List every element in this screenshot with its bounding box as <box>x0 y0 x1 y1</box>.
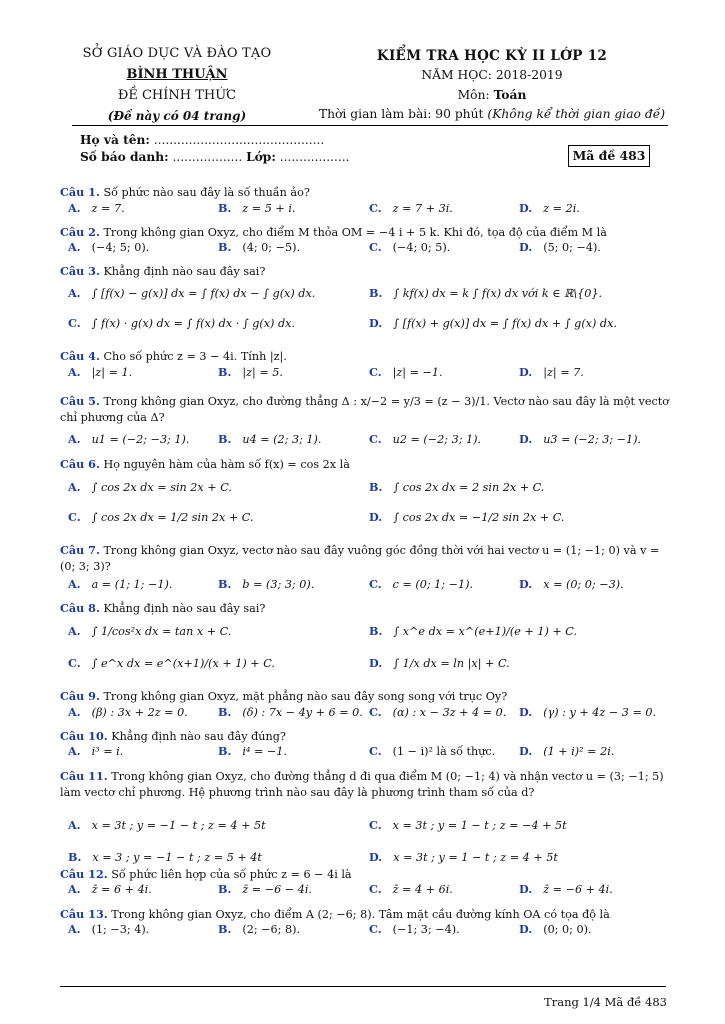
q3-option-b[interactable]: B. ∫ kf(x) dx = k ∫ f(x) dx với k ∈ ℝ\{0}. <box>369 286 603 300</box>
subject: Môn: Toán <box>457 87 527 102</box>
q2-option-c[interactable]: C. (−4; 0; 5). <box>369 240 451 254</box>
q5-option-b[interactable]: B. u4 = (2; 3; 1). <box>218 432 322 446</box>
q4-option-d[interactable]: D. |z| = 7. <box>519 365 584 379</box>
question-5: Câu 5. Trong không gian Oxyz, cho đường thẳng Δ : x/−2 = y/3 = (z − 3)/1. Vectơ nào sau đây là một vectơ chỉ phương của Δ? <box>60 394 669 424</box>
q12-option-b[interactable]: B. z̄ = −6 − 4i. <box>218 882 312 896</box>
q13-option-b[interactable]: B. (2; −6; 8). <box>218 922 301 936</box>
q6-option-a[interactable]: A. ∫ cos 2x dx = sin 2x + C. <box>68 480 232 494</box>
name-line: Họ và tên: ............................................ <box>80 133 325 147</box>
page-count: (Đề này có 04 trang) <box>107 109 247 123</box>
q10-option-c[interactable]: C. (1 − i)² là số thực. <box>369 744 496 758</box>
question-8: Câu 8. Khẳng định nào sau đây sai? <box>60 601 266 615</box>
q7-option-a[interactable]: A. a = (1; 1; −1). <box>68 577 173 591</box>
q5-option-a[interactable]: A. u1 = (−2; −3; 1). <box>68 432 190 446</box>
q4-option-a[interactable]: A. |z| = 1. <box>68 365 133 379</box>
q7-option-c[interactable]: C. c = (0; 1; −1). <box>369 577 474 591</box>
q6-option-d[interactable]: D. ∫ cos 2x dx = −1/2 sin 2x + C. <box>369 510 565 524</box>
official-label: ĐỀ CHÍNH THỨC <box>117 88 237 103</box>
q6-option-c[interactable]: C. ∫ cos 2x dx = 1/2 sin 2x + C. <box>68 510 254 524</box>
q11-option-b[interactable]: B. x = 3 ; y = −1 − t ; z = 5 + 4t <box>68 850 262 864</box>
q2-option-d[interactable]: D. (5; 0; −4). <box>519 240 601 254</box>
header-right <box>316 47 668 124</box>
question-7: Câu 7. Trong không gian Oxyz, vectơ nào sau đây vuông góc đồng thời với hai vectơ u = (1; −1; 0) và v = (0; 3; 3)? <box>60 543 660 573</box>
q5-option-d[interactable]: D. u3 = (−2; 3; −1). <box>519 432 642 446</box>
q4-option-b[interactable]: B. |z| = 5. <box>218 365 283 379</box>
q3-option-c[interactable]: C. ∫ f(x) · g(x) dx = ∫ f(x) dx · ∫ g(x) dx. <box>68 316 295 330</box>
footer-rule <box>60 986 666 987</box>
q10-option-a[interactable]: A. i³ = i. <box>68 744 124 758</box>
q6-option-b[interactable]: B. ∫ cos 2x dx = 2 sin 2x + C. <box>369 480 545 494</box>
q12-option-c[interactable]: C. z̄ = 4 + 6i. <box>369 882 453 896</box>
q13-option-d[interactable]: D. (0; 0; 0). <box>519 922 592 936</box>
q8-option-c[interactable]: C. ∫ e^x dx = e^(x+1)/(x + 1) + C. <box>68 656 275 670</box>
q13-option-c[interactable]: C. (−1; 3; −4). <box>369 922 460 936</box>
q10-option-b[interactable]: B. i⁴ = −1. <box>218 744 287 758</box>
exam-title: KIỂM TRA HỌC KỲ II LỚP 12 <box>376 48 608 64</box>
q10-option-d[interactable]: D. (1 + i)² = 2i. <box>519 744 615 758</box>
q11-option-a[interactable]: A. x = 3t ; y = −1 − t ; z = 4 + 5t <box>68 818 266 832</box>
school-year: NĂM HỌC: 2018-2019 <box>421 68 563 82</box>
q9-option-a[interactable]: A. (β) : 3x + 2z = 0. <box>68 705 188 719</box>
q11-option-d[interactable]: D. x = 3t ; y = 1 − t ; z = 4 + 5t <box>369 850 558 864</box>
question-13: Câu 13. Trong không gian Oxyz, cho điểm A (2; −6; 8). Tâm mặt cầu đường kính OA có tọa độ là <box>60 907 610 921</box>
q7-option-d[interactable]: D. x = (0; 0; −3). <box>519 577 624 591</box>
q11-option-c[interactable]: C. x = 3t ; y = 1 − t ; z = −4 + 5t <box>369 818 567 832</box>
q9-option-c[interactable]: C. (α) : x − 3z + 4 = 0. <box>369 705 507 719</box>
exam-code-box: Mã đề 483 <box>568 145 650 167</box>
q1-option-d[interactable]: D. z = 2i. <box>519 201 580 215</box>
question-12: Câu 12. Số phức liên hợp của số phức z = 6 − 4i là <box>60 867 352 881</box>
q1-option-a[interactable]: A. z = 7. <box>68 201 125 215</box>
question-2: Câu 2. Trong không gian Oxyz, cho điểm M thỏa OM = −4 i + 5 k. Khi đó, tọa độ của điểm M là <box>60 225 607 239</box>
question-9: Câu 9. Trong không gian Oxyz, mặt phẳng nào sau đây song song với trục Oy? <box>60 689 508 703</box>
q2-option-a[interactable]: A. (−4; 5; 0). <box>68 240 150 254</box>
q1-option-c[interactable]: C. z = 7 + 3i. <box>369 201 453 215</box>
q2-option-b[interactable]: B. (4; 0; −5). <box>218 240 301 254</box>
q12-option-d[interactable]: D. z̄ = −6 + 4i. <box>519 882 613 896</box>
time-limit: Thời gian làm bài: 90 phút (Không kể thời gian giao đề) <box>318 107 666 121</box>
question-6: Câu 6. Họ nguyên hàm của hàm số f(x) = cos 2x là <box>60 457 350 471</box>
q8-option-a[interactable]: A. ∫ 1/cos²x dx = tan x + C. <box>68 624 232 638</box>
q4-option-c[interactable]: C. |z| = −1. <box>369 365 443 379</box>
q3-option-d[interactable]: D. ∫ [f(x) + g(x)] dx = ∫ f(x) dx + ∫ g(x) dx. <box>369 316 617 330</box>
q8-option-b[interactable]: B. ∫ x^e dx = x^(e+1)/(e + 1) + C. <box>369 624 578 638</box>
q5-option-c[interactable]: C. u2 = (−2; 3; 1). <box>369 432 482 446</box>
header-rule <box>72 125 668 126</box>
q3-option-a[interactable]: A. ∫ [f(x) − g(x)] dx = ∫ f(x) dx − ∫ g(x) dx. <box>68 286 316 300</box>
province: BÌNH THUẬN <box>126 67 228 82</box>
id-line: Số báo danh: .................. Lớp: .................. <box>80 150 350 164</box>
question-11: Câu 11. Trong không gian Oxyz, cho đường thẳng d đi qua điểm M (0; −1; 4) và nhận vectơ u = (3; −1; 5) làm vectơ chỉ phương. Hệ phương trình nào sau đây là phương trình tham số của d? <box>60 769 664 799</box>
question-3: Câu 3. Khẳng định nào sau đây sai? <box>60 264 266 278</box>
question-4: Câu 4. Cho số phức z = 3 − 4i. Tính |z|. <box>60 349 287 363</box>
question-1: Câu 1. Số phức nào sau đây là số thuần ảo? <box>60 185 310 199</box>
q8-option-d[interactable]: D. ∫ 1/x dx = ln |x| + C. <box>369 656 510 670</box>
q1-option-b[interactable]: B. z = 5 + i. <box>218 201 296 215</box>
q9-option-b[interactable]: B. (δ) : 7x − 4y + 6 = 0. <box>218 705 363 719</box>
q13-option-a[interactable]: A. (1; −3; 4). <box>68 922 150 936</box>
page-footer: Trang 1/4 Mã đề 483 <box>544 995 667 1009</box>
header-left <box>72 43 282 127</box>
q7-option-b[interactable]: B. b = (3; 3; 0). <box>218 577 315 591</box>
q12-option-a[interactable]: A. z̄ = 6 + 4i. <box>68 882 152 896</box>
q9-option-d[interactable]: D. (γ) : y + 4z − 3 = 0. <box>519 705 657 719</box>
question-10: Câu 10. Khẳng định nào sau đây đúng? <box>60 729 286 743</box>
department: SỞ GIÁO DỤC VÀ ĐÀO TẠO <box>82 46 272 61</box>
